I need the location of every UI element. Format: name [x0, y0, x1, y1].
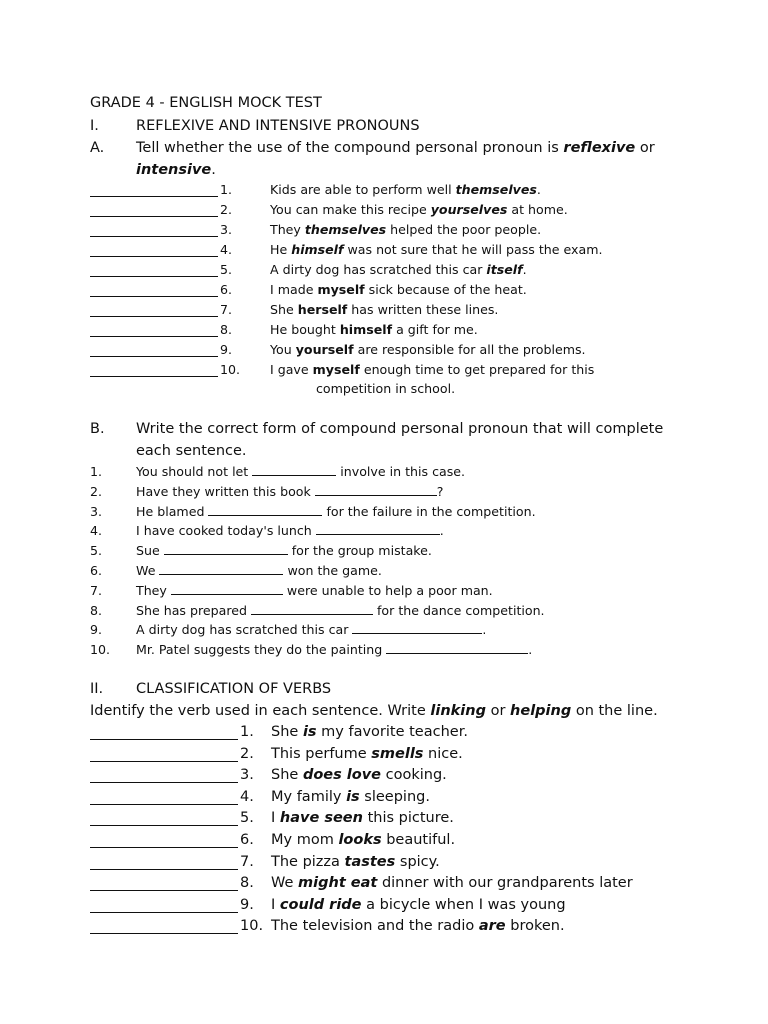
sentence	[271, 918, 565, 934]
section-2-instructions	[90, 703, 658, 719]
part-a-instruction-text: Tell whether the use of the compound personal pronoun is	[136, 140, 564, 156]
answer-line[interactable]	[90, 836, 238, 848]
item-number: 4.	[90, 523, 103, 539]
sentence-text: for the failure in the competition.	[322, 503, 536, 519]
item-number: 9.	[90, 622, 103, 638]
sentence-text: were unable to help a poor man.	[282, 582, 493, 598]
item-number: 6.	[240, 832, 254, 848]
sentence-text: I gave	[270, 362, 313, 377]
item-number: 6.	[90, 563, 103, 578]
sentence-text: I have cooked today's lunch	[136, 523, 316, 539]
sentence	[270, 242, 602, 257]
emphasis-intensive: intensive	[136, 162, 212, 178]
pronoun-emphasis: themselves	[304, 222, 387, 237]
part-a-instructions	[136, 140, 655, 156]
item-number: 8.	[240, 875, 254, 892]
answer-line[interactable]	[90, 922, 238, 934]
verb-emphasis: is	[346, 788, 360, 805]
section-2-numeral: II.	[90, 681, 104, 697]
sentence	[271, 767, 447, 783]
pronoun-emphasis: herself	[297, 302, 348, 317]
verb-emphasis: does love	[302, 767, 382, 784]
answer-line[interactable]	[90, 771, 238, 783]
answer-blank[interactable]	[171, 583, 283, 595]
sentence	[136, 543, 432, 558]
answer-blank[interactable]	[159, 563, 283, 575]
sentence-text: I	[271, 896, 280, 913]
sentence-text: has written these lines.	[347, 302, 499, 317]
sentence-text: .	[482, 622, 487, 638]
item-number: 7.	[220, 302, 233, 317]
emphasis-linking: linking	[430, 703, 486, 719]
sentence	[270, 302, 498, 317]
sentence-text: Kids are able to perform well	[270, 182, 456, 197]
sentence-text: She	[270, 302, 298, 317]
sentence-text: a gift for me.	[392, 322, 478, 337]
sentence-text: I made	[270, 282, 318, 297]
item-number: 4.	[220, 242, 233, 257]
item-number: 10.	[220, 362, 241, 377]
sentence-text: sick because of the heat.	[364, 282, 527, 297]
part-a-instruction-or: or	[635, 140, 655, 156]
section-2-heading: CLASSIFICATION OF VERBS	[136, 681, 332, 697]
answer-blank[interactable]	[352, 622, 482, 634]
item-number: 5.	[240, 810, 254, 827]
section-2-instruction-text: Identify the verb used in each sentence. Write	[90, 703, 431, 719]
sentence-text: enough time to get prepared for this	[359, 362, 595, 377]
sentence	[271, 832, 455, 848]
answer-line[interactable]	[90, 305, 218, 317]
item-number: 9.	[220, 342, 233, 357]
sentence-text: sleeping.	[359, 788, 430, 805]
sentence-text: A dirty dog has scratched this car	[136, 622, 353, 638]
item-number: 3.	[240, 767, 254, 784]
sentence	[270, 182, 541, 197]
pronoun-emphasis: himself	[291, 242, 344, 257]
sentence-text: You should not let	[136, 464, 253, 479]
sentence-text: This perfume	[271, 745, 372, 762]
sentence-text: .	[528, 642, 533, 658]
sentence-text: We	[136, 563, 160, 578]
answer-blank[interactable]	[208, 504, 322, 516]
sentence-text: Have they written this book	[136, 483, 315, 499]
pronoun-emphasis: yourself	[295, 342, 354, 357]
emphasis-helping: helping	[510, 703, 572, 719]
sentence-text: You can make this recipe	[270, 202, 431, 217]
sentence-text: helped the poor people.	[386, 222, 542, 237]
sentence	[270, 282, 527, 297]
sentence-text: She has prepared	[136, 602, 251, 618]
sentence	[271, 789, 430, 805]
item-number: 6.	[220, 282, 233, 297]
verb-emphasis: have seen	[279, 810, 363, 827]
sentence-text: my favorite teacher.	[316, 724, 468, 740]
sentence	[271, 724, 468, 740]
sentence-text: at home.	[507, 202, 568, 217]
sentence-text: .	[522, 262, 527, 277]
answer-blank[interactable]	[316, 523, 440, 535]
sentence-text: cooking.	[381, 767, 447, 784]
sentence-text: involve in this case.	[336, 464, 466, 479]
section-2-instruction-end: on the line.	[571, 703, 658, 719]
answer-line[interactable]	[90, 750, 238, 762]
answer-line[interactable]	[90, 225, 218, 237]
page-title: GRADE 4 - ENGLISH MOCK TEST	[90, 95, 322, 111]
answer-line[interactable]	[90, 793, 238, 805]
sentence	[271, 810, 454, 826]
emphasis-reflexive: reflexive	[563, 140, 636, 156]
answer-blank[interactable]	[164, 543, 288, 555]
sentence-text: My family	[271, 788, 347, 805]
answer-line[interactable]	[90, 205, 218, 217]
answer-line[interactable]	[90, 285, 218, 297]
sentence	[136, 603, 545, 618]
sentence	[136, 484, 443, 499]
verb-emphasis: could ride	[279, 896, 362, 913]
item-number: 10.	[240, 918, 264, 935]
sentence-text: I	[271, 810, 280, 827]
item-number: 1.	[240, 724, 254, 740]
sentence-text: My mom	[271, 832, 339, 848]
sentence-text: .	[536, 182, 541, 197]
sentence-text: a bicycle when I was young	[361, 896, 566, 913]
item-number: 8.	[90, 602, 103, 618]
item-number: 1.	[220, 182, 233, 197]
part-a-instruction-end: .	[211, 162, 216, 178]
sentence-text: We	[271, 875, 299, 892]
verb-emphasis: smells	[371, 745, 424, 762]
answer-blank[interactable]	[252, 464, 336, 476]
sentence-text: The pizza	[271, 853, 345, 870]
part-b-instructions: Write the correct form of compound personal pronoun that will complete	[136, 421, 664, 437]
sentence-text: for the dance competition.	[373, 602, 545, 618]
sentence	[270, 322, 478, 337]
sentence	[270, 362, 594, 377]
sentence	[271, 875, 633, 891]
item-number: 7.	[240, 853, 254, 870]
sentence	[136, 523, 444, 538]
verb-emphasis: are	[478, 918, 506, 935]
sentence	[270, 202, 568, 217]
pronoun-emphasis: itself	[486, 262, 523, 277]
sentence	[136, 504, 536, 519]
sentence-text: The television and the radio	[271, 918, 479, 935]
sentence	[136, 563, 382, 578]
verb-emphasis: might eat	[298, 875, 378, 892]
sentence-text: Mr. Patel suggests they do the painting	[136, 642, 387, 658]
answer-line[interactable]	[90, 858, 238, 870]
answer-line[interactable]	[90, 245, 218, 257]
sentence-text: Sue	[136, 543, 164, 559]
part-a-letter: A.	[90, 140, 105, 156]
item-number: 2.	[220, 202, 233, 217]
sentence-text: A dirty dog has scratched this car	[270, 262, 487, 277]
sentence-text: They	[270, 222, 305, 237]
sentence-text: spicy.	[395, 853, 440, 870]
part-a-instructions-cont	[136, 162, 216, 178]
section-2-instruction-or: or	[485, 703, 511, 719]
section-1-heading: REFLEXIVE AND INTENSIVE PRONOUNS	[136, 118, 420, 134]
sentence-text: They	[136, 582, 171, 598]
sentence	[270, 222, 541, 237]
verb-emphasis: looks	[338, 832, 382, 848]
item-number: 3.	[220, 222, 233, 237]
sentence	[271, 897, 566, 913]
pronoun-emphasis: yourselves	[430, 202, 508, 217]
sentence-text: .	[439, 523, 444, 539]
section-1-numeral: I.	[90, 118, 99, 134]
sentence-text: nice.	[423, 745, 463, 762]
pronoun-emphasis: himself	[339, 322, 393, 337]
answer-line[interactable]	[90, 325, 218, 337]
part-b-instructions-cont: each sentence.	[136, 443, 247, 459]
sentence-text: He blamed	[136, 503, 209, 519]
sentence-text: ?	[436, 483, 444, 499]
answer-blank[interactable]	[315, 484, 437, 496]
sentence-text: won the game.	[283, 563, 382, 578]
item-number: 5.	[90, 543, 103, 559]
item-number: 8.	[220, 322, 233, 337]
sentence-text: You	[270, 342, 296, 357]
item-number: 9.	[240, 896, 254, 913]
sentence-text: this picture.	[362, 810, 454, 827]
pronoun-emphasis: myself	[317, 282, 365, 297]
item-number: 4.	[240, 788, 254, 805]
answer-blank[interactable]	[251, 603, 373, 615]
answer-line[interactable]	[90, 728, 238, 740]
item-number: 2.	[240, 745, 254, 762]
sentence-text: are responsible for all the problems.	[353, 342, 586, 357]
answer-line[interactable]	[90, 901, 238, 913]
verb-emphasis: is	[302, 724, 317, 740]
sentence	[136, 583, 493, 598]
answer-blank[interactable]	[386, 642, 528, 654]
sentence	[271, 746, 463, 762]
answer-line[interactable]	[90, 814, 238, 826]
sentence	[270, 262, 527, 277]
part-a-item-10-continuation: competition in school.	[316, 381, 456, 396]
item-number: 10.	[90, 642, 111, 658]
sentence	[136, 622, 486, 637]
answer-line[interactable]	[90, 345, 218, 357]
answer-line[interactable]	[90, 879, 238, 891]
pronoun-emphasis: themselves	[455, 182, 537, 197]
sentence	[270, 342, 586, 357]
answer-line[interactable]	[90, 265, 218, 277]
sentence-text: broken.	[505, 918, 565, 935]
sentence-text: He	[270, 242, 292, 257]
sentence-text: was not sure that he will pass the exam.	[343, 242, 603, 257]
verb-emphasis: tastes	[344, 853, 396, 870]
sentence-text: dinner with our grandparents later	[377, 875, 633, 892]
item-number: 7.	[90, 582, 103, 598]
sentence	[136, 642, 532, 657]
sentence-text: beautiful.	[381, 832, 456, 848]
part-b-letter: B.	[90, 421, 105, 437]
answer-line[interactable]	[90, 365, 218, 377]
item-number: 3.	[90, 503, 103, 519]
sentence	[271, 854, 440, 870]
sentence-text: She	[271, 767, 303, 784]
sentence-text: He bought	[270, 322, 340, 337]
item-number: 2.	[90, 483, 103, 499]
answer-line[interactable]	[90, 185, 218, 197]
pronoun-emphasis: myself	[312, 362, 360, 377]
item-number: 1.	[90, 464, 103, 479]
sentence-text: for the group mistake.	[287, 543, 432, 559]
item-number: 5.	[220, 262, 233, 277]
sentence	[136, 464, 465, 479]
sentence-text: She	[271, 724, 303, 740]
